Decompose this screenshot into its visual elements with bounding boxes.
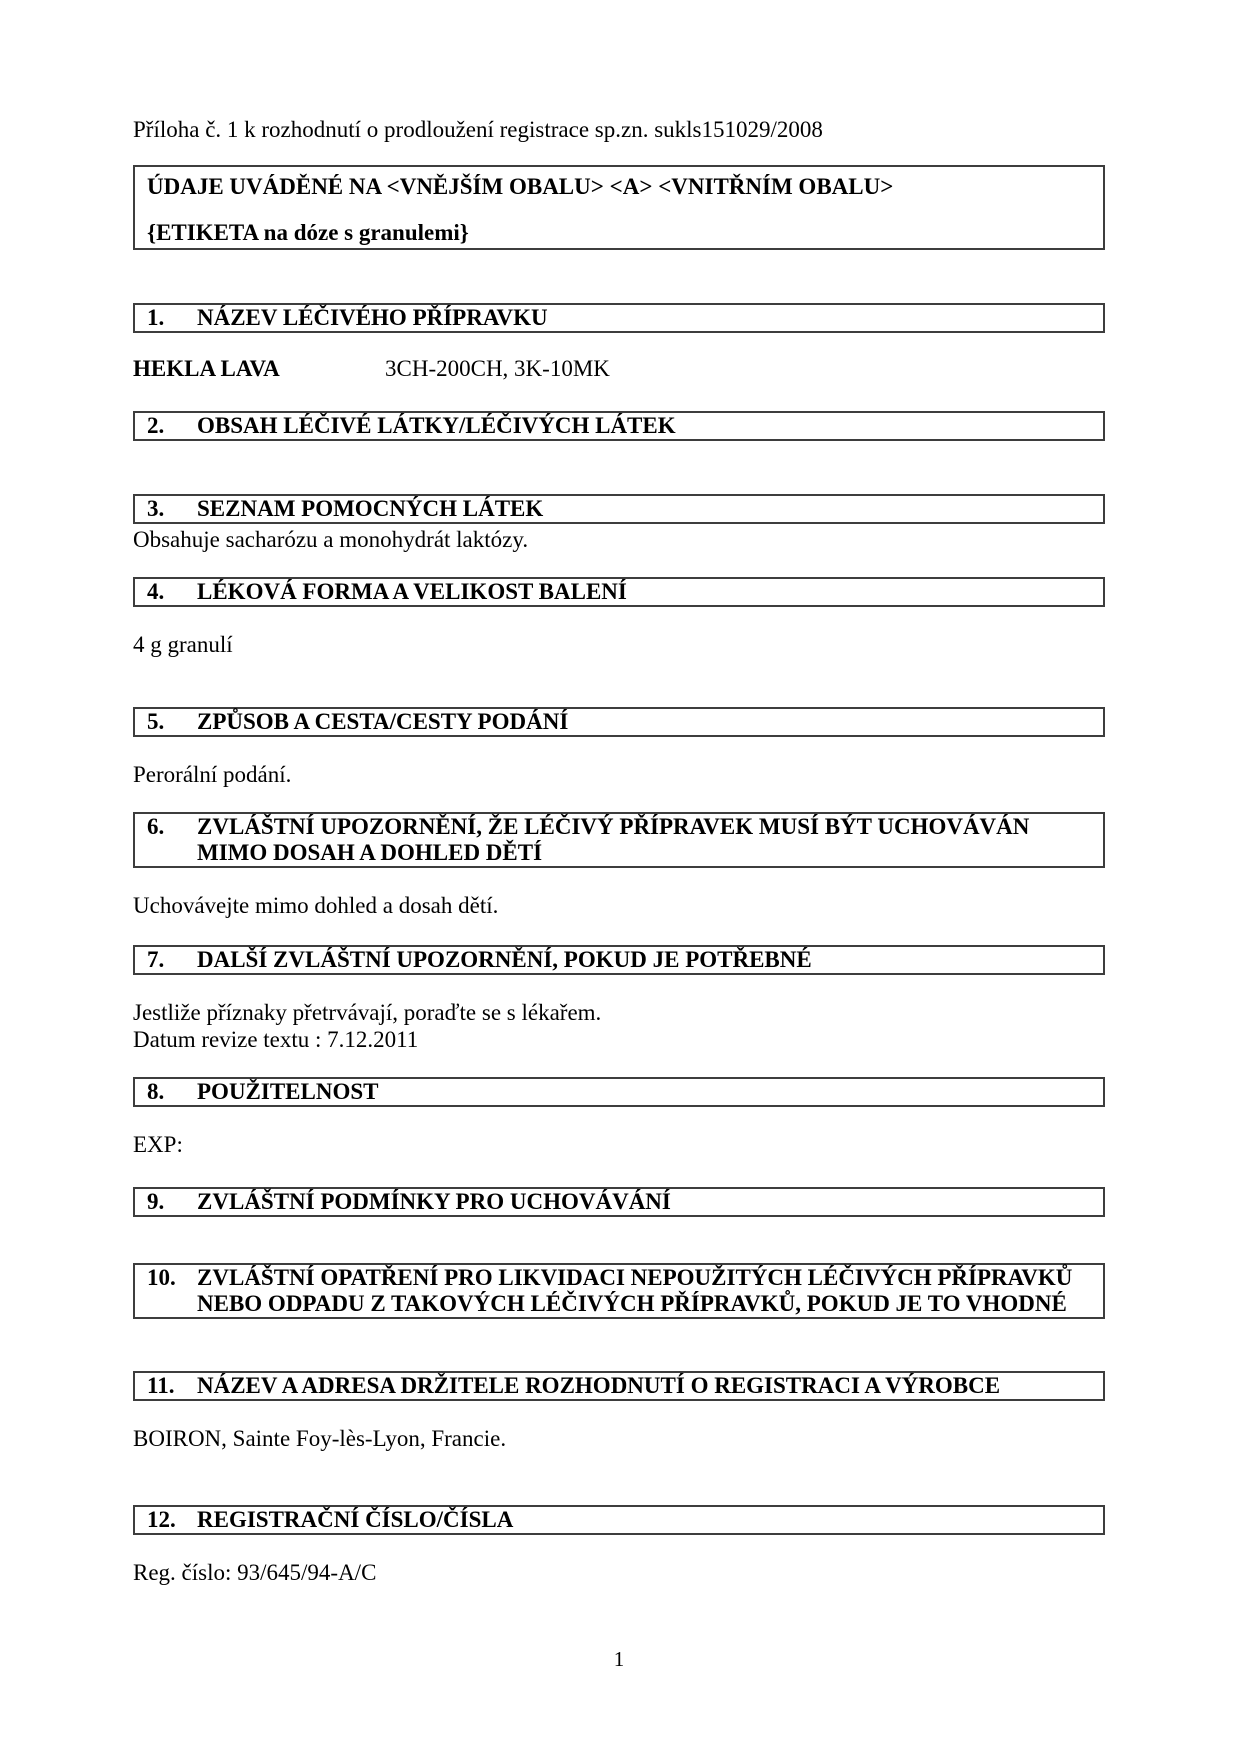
expiry-field: EXP:	[133, 1132, 183, 1157]
marketing-authorisation-holder: BOIRON, Sainte Foy-lès-Lyon, Francie.	[133, 1426, 507, 1451]
persisting-symptoms-advice: Jestliže příznaky přetrvávají, poraďte se s lékařem.	[133, 1000, 602, 1025]
label-type-subheading: {ETIKETA na dóze s granulemi}	[147, 220, 469, 245]
section-number: 4.	[147, 579, 165, 604]
section-header-9	[133, 1187, 1105, 1217]
section-header-2	[133, 411, 1105, 441]
pack-size: 4 g granulí	[133, 632, 233, 657]
product-dilutions: 3CH-200CH, 3K-10MK	[385, 356, 610, 381]
annex-reference: Příloha č. 1 k rozhodnutí o prodloužení registrace sp.zn. sukls151029/2008	[133, 117, 823, 142]
section-number: 2.	[147, 413, 165, 438]
section-title: DALŠÍ ZVLÁŠTNÍ UPOZORNĚNÍ, POKUD JE POTŘEBNÉ	[197, 947, 812, 972]
section-header-6	[133, 812, 1105, 868]
section-header-4	[133, 577, 1105, 607]
section-number: 1.	[147, 305, 165, 330]
section-number: 3.	[147, 496, 165, 521]
section-title: OBSAH LÉČIVÉ LÁTKY/LÉČIVÝCH LÁTEK	[197, 413, 676, 438]
section-number: 9.	[147, 1189, 165, 1214]
section-title-line2: MIMO DOSAH A DOHLED DĚTÍ	[197, 840, 543, 865]
administration-route: Perorální podání.	[133, 762, 292, 787]
section-title-line2: NEBO ODPADU Z TAKOVÝCH LÉČIVÝCH PŘÍPRAVKŮ, POKUD JE TO VHODNÉ	[197, 1291, 1067, 1316]
section-number: 8.	[147, 1079, 165, 1104]
section-number: 5.	[147, 709, 165, 734]
section-number: 7.	[147, 947, 165, 972]
section-title: POUŽITELNOST	[197, 1079, 379, 1104]
page-number: 1	[613, 1647, 625, 1671]
section-header-7	[133, 945, 1105, 975]
product-line	[133, 355, 1105, 382]
section-title: ZVLÁŠTNÍ OPATŘENÍ PRO LIKVIDACI NEPOUŽITÝCH LÉČIVÝCH PŘÍPRAVKŮ	[197, 1265, 1073, 1290]
section-number: 12.	[147, 1507, 176, 1532]
revision-date: Datum revize textu : 7.12.2011	[133, 1027, 419, 1052]
section-header-8	[133, 1077, 1105, 1107]
section-title: NÁZEV LÉČIVÉHO PŘÍPRAVKU	[197, 305, 548, 330]
section-number: 6.	[147, 814, 165, 839]
label-scope-heading: ÚDAJE UVÁDĚNÉ NA <VNĚJŠÍM OBALU> <A> <VNITŘNÍM OBALU>	[147, 174, 894, 199]
excipients-statement: Obsahuje sacharózu a monohydrát laktózy.	[133, 527, 529, 552]
document-content	[133, 116, 1105, 1673]
keep-out-of-reach-statement: Uchovávejte mimo dohled a dosah dětí.	[133, 893, 499, 918]
registration-number: Reg. číslo: 93/645/94-A/C	[133, 1560, 377, 1585]
section-header-3	[133, 494, 1105, 524]
outer-label-box	[133, 165, 1105, 250]
other-warnings-body	[133, 999, 1105, 1053]
product-name: HEKLA LAVA	[133, 356, 280, 381]
section-header-10	[133, 1263, 1105, 1319]
section-header-12	[133, 1505, 1105, 1535]
section-title: ZVLÁŠTNÍ UPOZORNĚNÍ, ŽE LÉČIVÝ PŘÍPRAVEK MUSÍ BÝT UCHOVÁVÁN	[197, 814, 1030, 839]
section-number: 11.	[147, 1373, 175, 1398]
section-header-5	[133, 707, 1105, 737]
section-title: REGISTRAČNÍ ČÍSLO/ČÍSLA	[197, 1507, 514, 1532]
section-header-1	[133, 303, 1105, 333]
section-number: 10.	[147, 1265, 176, 1290]
section-title: NÁZEV A ADRESA DRŽITELE ROZHODNUTÍ O REGISTRACI A VÝROBCE	[197, 1373, 1001, 1398]
section-title: ZVLÁŠTNÍ PODMÍNKY PRO UCHOVÁVÁNÍ	[197, 1189, 671, 1214]
section-title: ZPŮSOB A CESTA/CESTY PODÁNÍ	[197, 709, 569, 734]
section-header-11	[133, 1371, 1105, 1401]
section-title: LÉKOVÁ FORMA A VELIKOST BALENÍ	[197, 579, 627, 604]
section-title: SEZNAM POMOCNÝCH LÁTEK	[197, 496, 544, 521]
